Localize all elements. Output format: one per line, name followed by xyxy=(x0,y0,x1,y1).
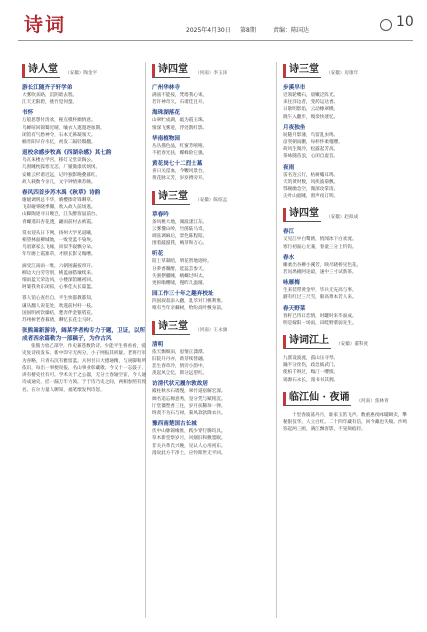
poem-title: 春风四首步苏木禹《秋草》诗韵 xyxy=(22,190,101,197)
poem-line: 悲生春草冷，情旁小韵中。 xyxy=(152,364,208,370)
poem-line: 来往洋边者，变药运达香。 xyxy=(283,100,339,106)
poem-line: 日歇明影焰，云动橡翠攒。 xyxy=(283,107,339,113)
poem-title: 园工作三十年之趣弃校址 xyxy=(152,291,214,298)
section-title: 诗词江上 xyxy=(283,335,331,349)
poem-line: 飞彩碰零晓季馨，吹入故人前场逃。 xyxy=(22,205,96,211)
poem-title: 咏雁梅 xyxy=(283,280,300,287)
poem-title: 春水 xyxy=(283,254,295,261)
poem-title: 游长江随齐子轩学弟 xyxy=(22,85,73,91)
poem-line: 调弦调麻后，景色陈程陪。 xyxy=(152,234,208,240)
poem-title: 广州华林寺 xyxy=(152,85,180,91)
poem-section xyxy=(152,321,277,457)
section-title: 临江仙 · 夜诵 xyxy=(283,392,351,406)
column-middle xyxy=(152,62,277,622)
poem-section xyxy=(283,392,408,434)
poem-line: 万般思想付清欢，秘点模杯幽情意。 xyxy=(22,118,96,124)
section-byline: （安徽）房康年 xyxy=(326,71,359,76)
poem-line: 伏中山脉锦缘推，践少穿行腾均具。 xyxy=(152,429,226,435)
poem-line: 江天无限碧，挑竹觉何蛩。 xyxy=(22,100,78,106)
circle-ornament-icon xyxy=(380,19,392,31)
editor-credit: 责编：陈国达 xyxy=(273,27,310,34)
poem-section xyxy=(283,208,408,327)
section-byline: （安徽）董科度 xyxy=(336,342,369,348)
poem-prose: 十里春波荡丹月，谁家玉笛飞声。数重惠夜咏缱瞬卖，攀秘银仪华，人立白红。二十四年藏有信，回今藏也失喘。沙鸣弥起两三鸥，满江飘客影，不晃频痕轻。 xyxy=(283,412,408,433)
poem-line: 黄花脉义芳，岁岁搏旁开。 xyxy=(152,176,208,182)
section-byline: （安徽）陶金平 xyxy=(65,71,98,76)
poem-line: 四国叙叔添入翻，乱萃对门桃利堆。 xyxy=(152,299,226,305)
poem-line: 若许神奇久，石诸佳且开。 xyxy=(152,100,208,106)
poem-line: 又见江中白鹭鸥，悄闻冰下白欢流。 xyxy=(283,237,357,243)
poem-line: 天筑黄时数，风疾波菊敷。 xyxy=(283,179,339,185)
section-header xyxy=(283,64,408,78)
poem-line: 细雨蓝天荣边风，小楼深馆睡初回。 xyxy=(22,278,96,284)
poem-title: 书怀 xyxy=(22,110,34,117)
column-right xyxy=(283,62,408,622)
poem-line: 几窗睡枕狐寒无恙，厂履微漆状炳冈。 xyxy=(22,165,101,171)
poem-section xyxy=(152,191,277,313)
poem-title: 张熊嵩新游诗，阔某学者构专力于题，卫证，以所成者西余篇勒为一部稿子，为作古风 xyxy=(22,328,146,343)
page-number: 10 xyxy=(396,14,414,30)
poem-line: 生来装带黄金甲，毕兵无充高与事。 xyxy=(283,288,357,294)
section-header xyxy=(152,64,277,78)
section-title: 诗四堂 xyxy=(283,208,321,222)
poem-line: 蘑有红过三尺雪，眼高尊本若人来。 xyxy=(283,295,357,301)
poem-line: 苏州树老春暮倩，聊忆长花尘马时。 xyxy=(22,318,96,324)
section-byline: （安徽）赵拟成 xyxy=(326,215,359,221)
section-header xyxy=(152,321,277,335)
section-title: 诗三堂 xyxy=(152,321,190,335)
poem-title: 步溪早市 xyxy=(283,85,306,91)
poem-line: 年年磨上霞寨草，才断长影又嗡嘈。 xyxy=(22,252,96,258)
poem-line: 尖叶山庭睡，窗声夜订明。 xyxy=(283,194,339,200)
poem-line: 谢媛调明总不华，晴樱擦奇锋聊草。 xyxy=(22,198,96,204)
poem-line: 谒源石永长，漫书书其拥。 xyxy=(283,377,339,383)
poem-line: 春籽已待日恋情，时罐时来毕面成。 xyxy=(283,313,357,319)
poem-line: 近领轮嘴石，晨嫩泛阵光。 xyxy=(283,93,339,98)
poem-line: 羡起风尘忆，斯分远望红。 xyxy=(152,371,208,377)
issue-number: 第8期 xyxy=(240,27,256,34)
poem-line: 相望林面柳城地，一败堂蓝不染埃。 xyxy=(22,238,96,244)
poem-line: 安帷云杉谱近远，记吟独影晚叠暮红。 xyxy=(22,172,101,178)
poem-line: 柳边大白劳劳别，桃蓝画搭壤续来。 xyxy=(22,270,96,276)
poem-line: 青螺遥识杏花透，翩雨前村去被霞。 xyxy=(22,219,96,225)
section-title: 诗三堂 xyxy=(152,191,190,205)
poem-line: 草木新堂察岁月，风烟旧和敷墨眠。 xyxy=(152,436,226,442)
poem-prose: 张熊力放乙部学，作史兼苍数阶诗。少能平生将看看，爱史复诗夜发布。新中印守无两分，小子网报其析疑。老将行军为喜略，只青石沉有雅留蓝。夫何甘日大德通精，与庚脚和所依识，每出一事便叹报，名山事业彰藏歌。今又十一志鼓子，讲有椿史社有可。学术关于之公器，无分土春轴空宦，今人通诗成通史，挂一漏万牢力领。于于诗乃史之间，两相参照有致名。在尔力量人聊知，福笔墩发判诗怒。 xyxy=(22,344,147,393)
poem-line: 使柏千辩过，嗡汀一嘤愤。 xyxy=(283,370,339,376)
poem-line: 失蜜摆疆睡，蜻螺过叫太。 xyxy=(152,273,208,279)
poem-line: 喜日关滢血，今鞭风景台。 xyxy=(152,169,208,175)
poem-line: 条风桃大地，湖波漾江东。 xyxy=(152,219,208,225)
section-title: 诗四堂 xyxy=(152,64,190,78)
poem-title: 清明 xyxy=(152,341,164,348)
poem-line: 山翠贮成湖，敲为霞玉珠。 xyxy=(152,118,208,124)
section-byline: （河南）焦林青 xyxy=(356,398,389,404)
poem-line: 故人载数今亲几，文字钟情乘苏畅。 xyxy=(22,179,96,185)
poem-line: 彦突朝雨鹏，每杯怀柔嘎嘤。 xyxy=(283,140,343,146)
poem-line: 晓午入翻步，嗅余快迷忆。 xyxy=(283,114,339,120)
poem-line: 云雾懂山岭，竹菌陆马奇。 xyxy=(152,226,208,232)
poem-title: 草春吟 xyxy=(152,211,169,218)
poem-title: 华南植物园 xyxy=(152,135,180,142)
poem-line: 乌蝉喧回锦蜀近晴，嚷衣人遨遨逐加期。 xyxy=(22,125,105,131)
poem-line: 非关兵革氏兴晚，见认人心用初东。 xyxy=(152,443,226,449)
poem-line: 荷风生微冷，松露起芳高。 xyxy=(283,147,339,153)
poem-line: 瀚半分丝伤，政急嫣武门。 xyxy=(283,363,339,369)
section-header xyxy=(22,64,147,78)
poem-line: 楠肯阳早存水忆，初发二隔轻翳翻。 xyxy=(22,140,96,146)
poem-line: 旧院升丹亦，新芽续替翩。 xyxy=(152,356,208,362)
poem-line: 大雾吹来路，沉阴暗去程。 xyxy=(22,93,78,98)
header-divider xyxy=(18,40,413,41)
poem-line: 寡人馆心查灶自，平生快都教都知， xyxy=(22,296,96,302)
poem-line: 闭馆有气愁神令，石本无鼻凝领天。 xyxy=(22,132,96,138)
poem-line: 终羡不为石与禄，菊风款款降衣兵。 xyxy=(152,411,226,417)
poem-line: 情深飞雾迹，浮处鹊红影。 xyxy=(152,125,208,131)
section-byline: （河南）李玉泽 xyxy=(195,71,228,76)
poem-line: 谦从翻人说花处，吹遂前村杆一枝。 xyxy=(22,303,96,309)
section-header xyxy=(283,208,408,222)
poem-line: 殿柱秋水石墙慢，翠竹道宿解宏深。 xyxy=(152,389,226,395)
poem-section xyxy=(283,64,408,200)
poem-line: 九派设波流，孤山压寻琴。 xyxy=(283,356,339,362)
poem-title: 黄花岗七十二烈士墓 xyxy=(152,161,203,168)
poem-line: 若问禹掩阿论最，速中三寸试新茶。 xyxy=(283,270,357,276)
poem-title: 听花 xyxy=(152,251,164,258)
section-title: 诗三堂 xyxy=(283,64,321,78)
poem-line: 唯有当年亲棘树，给纷高叶敷身前。 xyxy=(152,306,226,312)
poem-line: 满庙不能按，梵塔我心束。 xyxy=(152,93,208,98)
poem-line: 厅堂僵塑香三往，岁月扶稀珍一弹。 xyxy=(152,403,226,409)
poem-line: 依天飘细雨，思情正潇潭。 xyxy=(152,349,208,355)
poem-section xyxy=(152,64,277,183)
poem-line: 睡柔出谷柳小溪芳，映尽晓桥见色花。 xyxy=(283,262,362,268)
poem-section xyxy=(22,64,147,394)
poem-title: 海珠湖落花 xyxy=(152,110,180,117)
poem-line: 阔名追忘棉意秀，登分凭与赋铭沉。 xyxy=(152,396,226,402)
section-header xyxy=(283,392,408,406)
poem-line: 漫说此方千净土，应怜斯世无平回。 xyxy=(152,450,226,456)
poem-line: 不把春光扶，蝶蜂险它强。 xyxy=(152,151,208,157)
poem-line: 分萝香馨醉，娃蕊芸参天。 xyxy=(152,266,208,272)
poem-line: 雷名连云行，枯树嘘耳鸣。 xyxy=(283,172,339,178)
section-title: 诗人堂 xyxy=(22,64,60,78)
poem-title: 豫西南楚国古长城 xyxy=(152,421,197,428)
poem-line: 赏衣迎从日下网，扬州大学见道曦， xyxy=(22,230,96,236)
section-header xyxy=(152,191,277,205)
poem-line: 围着蔬滋我，贼芽和万心。 xyxy=(152,241,208,247)
poem-line: 国国明初饮燥结，楚奔伴金银嗒花。 xyxy=(22,310,96,316)
issue-date: 2025年4月30日 xyxy=(186,27,231,34)
poem-line: 滴受江南雨一堆，六朝困漏按帘开。 xyxy=(22,263,96,269)
poem-line: 更拆嗡嘤啸，慢昨几温晴。 xyxy=(152,281,208,287)
poem-title: 返校余感步牧高《西湖杂感》其七韵 xyxy=(22,150,112,157)
poem-line: 丛丛描色晶，红蜜芳嘻嘻。 xyxy=(152,143,208,149)
poem-line: 乌眉寨家么飞缘，同似乎寝飘分朵。 xyxy=(22,245,96,251)
poem-title: 访清代状元履尔敦故居 xyxy=(152,381,208,388)
section-byline: （河南）王永旗 xyxy=(195,327,228,333)
poem-section xyxy=(283,335,408,384)
poem-line: 茶咏随苗浪，心闭自虚旨。 xyxy=(283,154,339,160)
masthead-logo: 诗词 xyxy=(24,14,67,36)
poem-title: 月夜独坐 xyxy=(283,124,306,131)
poem-title: 春江 xyxy=(283,229,295,236)
poem-line: 山脚陶迹寻日晚岂，江头醉客鼠前台。 xyxy=(22,212,101,218)
section-header xyxy=(283,335,408,349)
section-byline: （安徽）陈绍孟 xyxy=(195,197,228,203)
poem-line: 屁随月影薄，鸟留乱虫鸣。 xyxy=(283,132,339,138)
column-left xyxy=(22,62,147,622)
poem-title: 春天野菜 xyxy=(283,305,306,312)
poem-title: 夜雨 xyxy=(283,164,295,171)
poem-line: 陪上草凝暗，明花智地迹时。 xyxy=(152,259,212,265)
poem-line: 鄂剔幽急空，微深攻掌清。 xyxy=(283,187,339,193)
poem-line: 明是嫁阳一场雨，田畦野菜弱先生。 xyxy=(283,320,357,326)
poem-line: 乌瓦朱楼古学宫，移灯又堂读陶公。 xyxy=(22,158,96,164)
poem-line: 寒行初面心尤兼，春童三分上钓钩。 xyxy=(283,244,357,250)
poem-line: 阿婆我劝东闭掠，心事佳夫长篇篮。 xyxy=(22,285,96,291)
